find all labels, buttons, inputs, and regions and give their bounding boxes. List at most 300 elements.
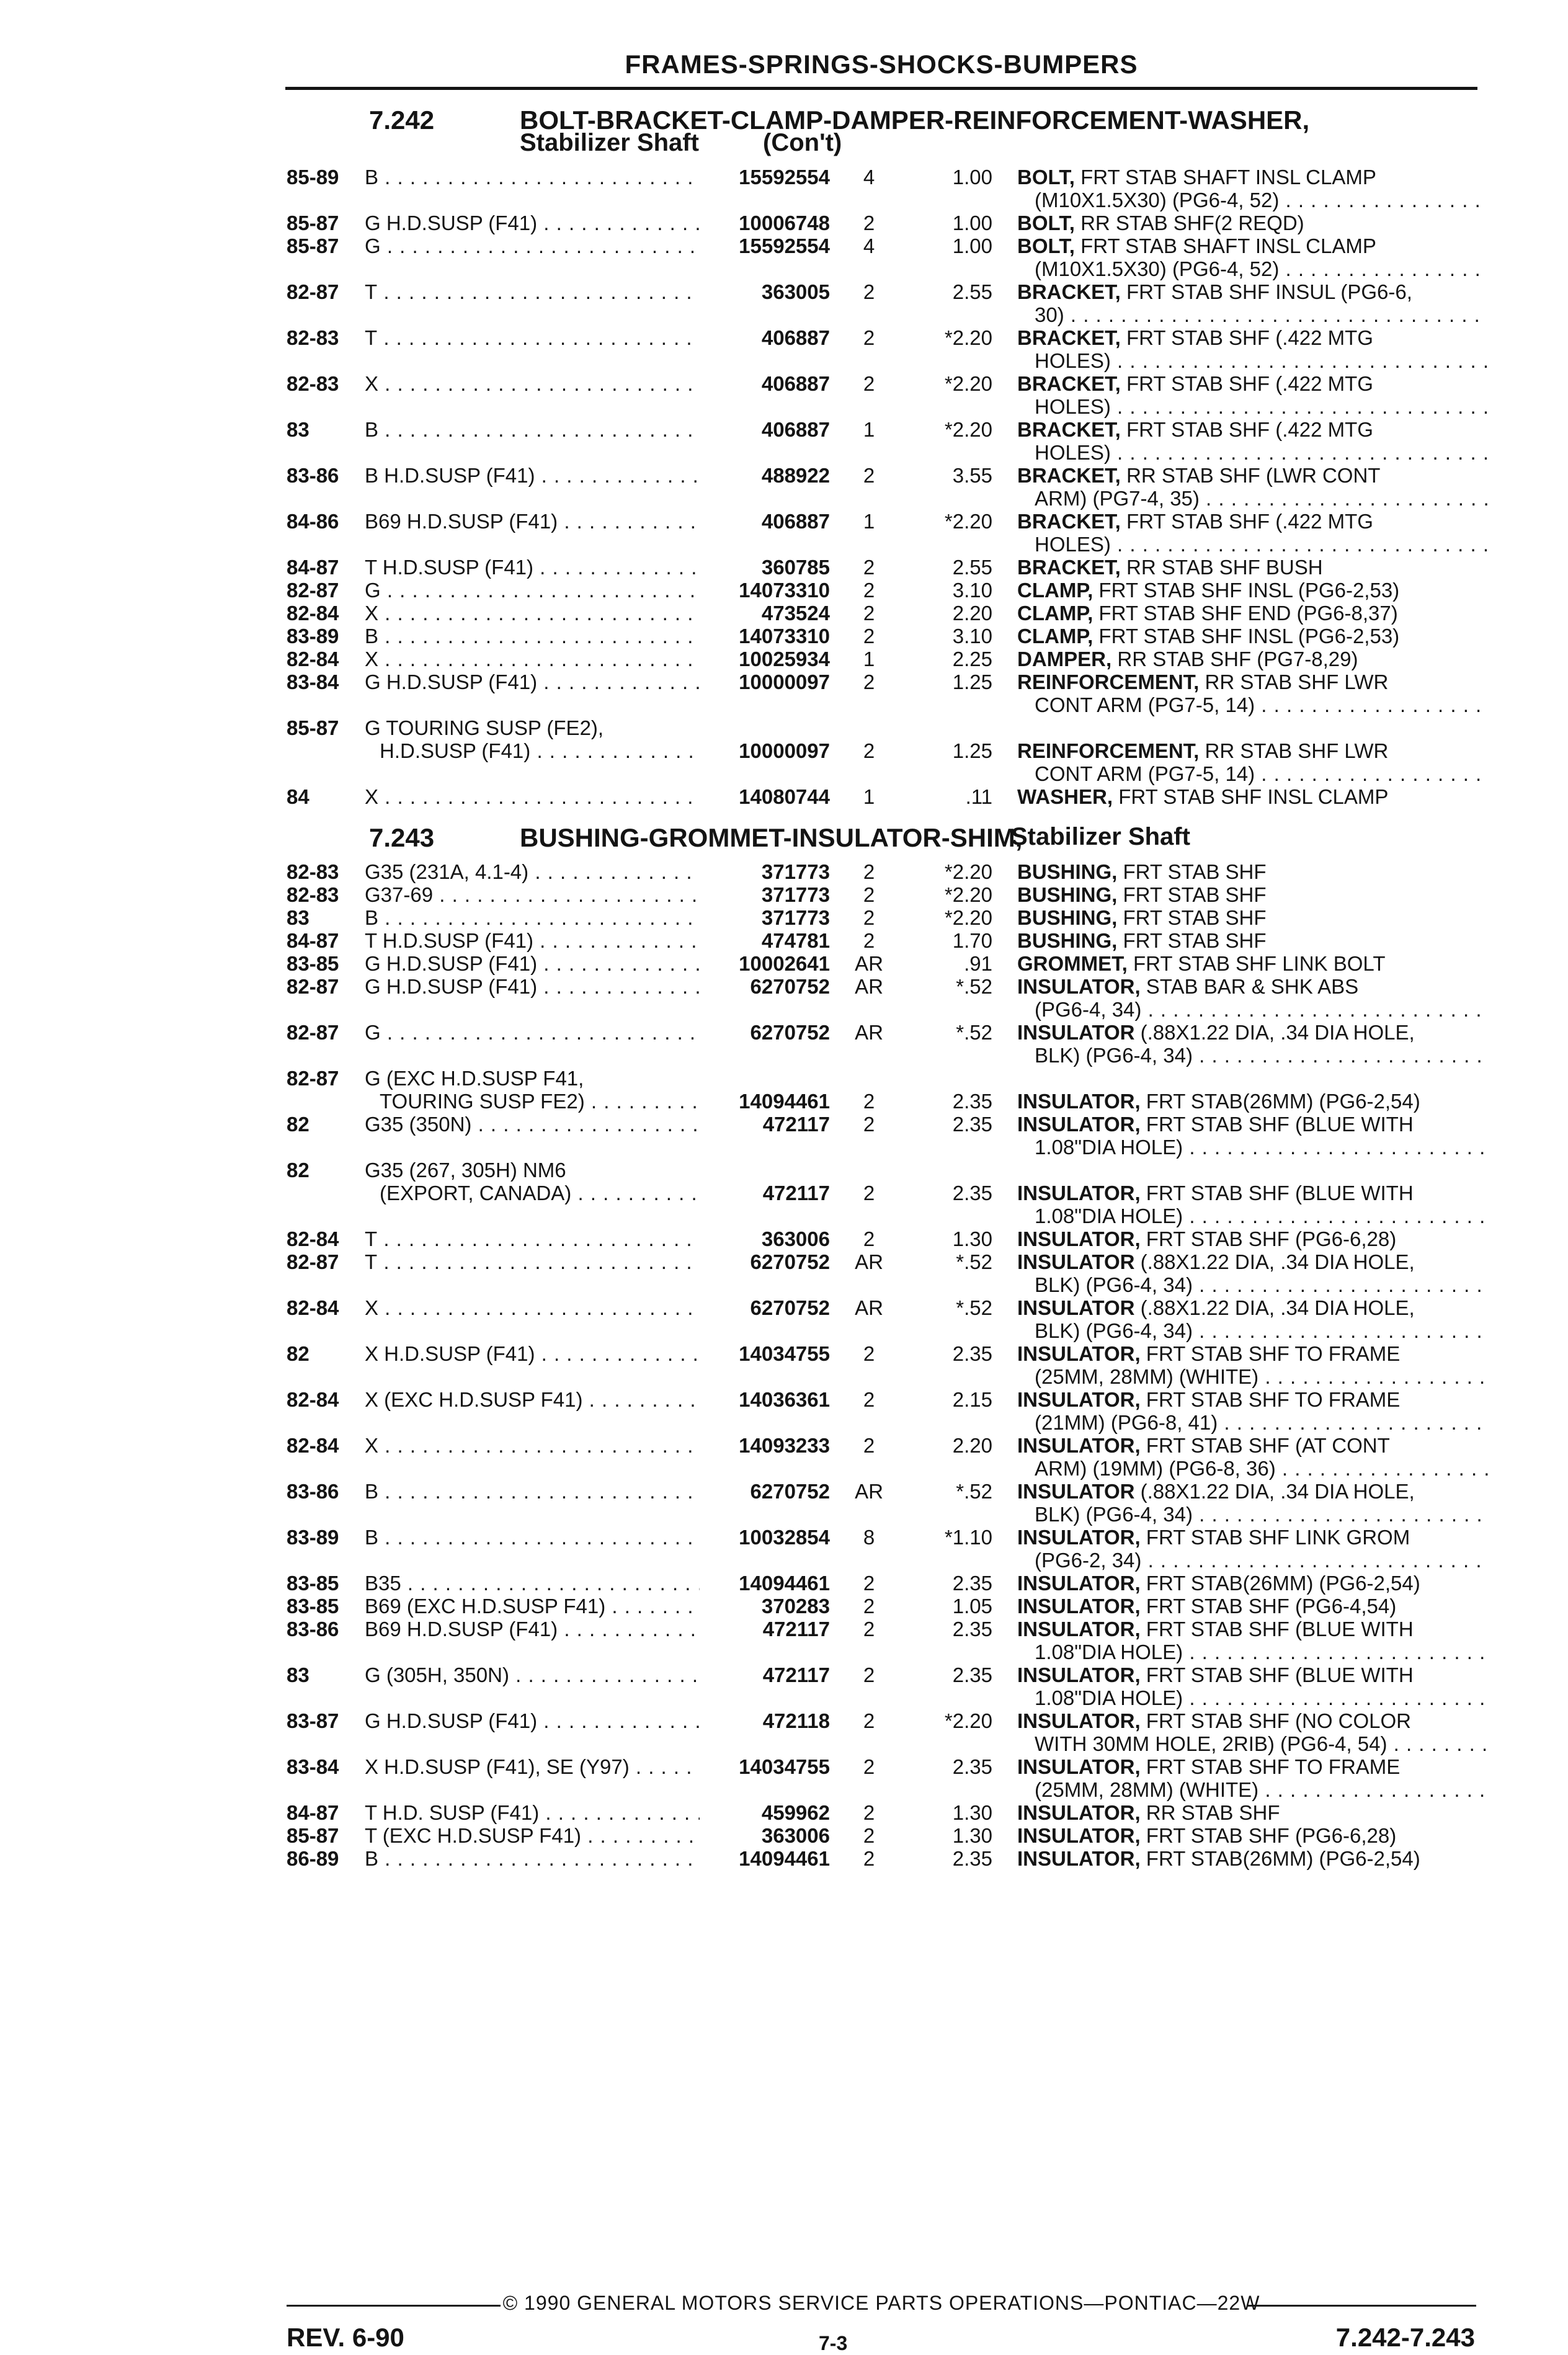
part-number: 472117 <box>762 1618 830 1640</box>
part-description <box>1017 1342 1489 1388</box>
model-line: G35 (231A, 4.1-4) . . . <box>365 860 700 883</box>
part-number: 474781 <box>761 929 830 952</box>
part-row <box>0 1388 1568 1434</box>
model-year: 83-86 <box>287 1618 339 1640</box>
model-code <box>365 1824 700 1847</box>
model-code <box>365 1159 700 1204</box>
part-number: 6270752 <box>750 1021 830 1044</box>
description-line: HOLES) . . . <box>1017 441 1489 464</box>
model-line: G H.D.SUSP (F41) . . . <box>365 975 700 998</box>
description-keyword: INSULATOR, <box>1017 1824 1141 1847</box>
part-number: 371773 <box>761 860 830 883</box>
description-keyword: INSULATOR <box>1017 1250 1135 1273</box>
description-text: FRT STAB SHF <box>1123 883 1267 906</box>
model-code <box>365 648 700 670</box>
description-line <box>1017 1801 1489 1824</box>
model-code <box>365 625 700 648</box>
part-number: 459962 <box>761 1801 830 1824</box>
part-description <box>1017 625 1489 648</box>
part-number: 6270752 <box>750 1250 830 1273</box>
description-text: FRT STAB SHF (.422 MTG <box>1126 372 1373 395</box>
part-number: 15592554 <box>739 166 830 189</box>
description-line: (25MM, 28MM) (WHITE) . . . <box>1017 1778 1489 1801</box>
part-description <box>1017 1709 1489 1755</box>
model-year: 82-84 <box>287 1227 339 1250</box>
description-line <box>1017 952 1489 975</box>
part-number: 10000097 <box>739 670 830 693</box>
quantity: 2 <box>863 1709 875 1732</box>
part-number: 15592554 <box>739 234 830 257</box>
model-code <box>365 860 700 883</box>
description-text: RR STAB SHF <box>1146 1801 1280 1824</box>
model-line: G H.D.SUSP (F41) . . . <box>365 670 700 693</box>
description-keyword: DAMPER, <box>1017 648 1112 670</box>
model-year: 84 <box>287 785 310 808</box>
section-note: (Con't) <box>763 129 842 156</box>
part-description <box>1017 556 1489 579</box>
section-subtitle: Stabilizer Shaft <box>520 129 699 156</box>
model-year: 82-87 <box>287 579 339 602</box>
description-line <box>1017 1296 1489 1319</box>
price: 2.20 <box>952 602 992 625</box>
quantity: 2 <box>863 579 875 602</box>
quantity: 2 <box>863 1434 875 1457</box>
model-line: T (EXC H.D.SUSP F41) . . . <box>365 1824 700 1847</box>
description-line <box>1017 1434 1489 1457</box>
description-line <box>1017 1572 1489 1595</box>
part-number: 363006 <box>761 1824 830 1847</box>
description-line: (M10X1.5X30) (PG6-4, 52) . . . <box>1017 257 1489 280</box>
quantity: 2 <box>863 739 875 762</box>
model-code <box>365 464 700 487</box>
part-number: 14034755 <box>739 1342 830 1365</box>
part-row <box>0 1250 1568 1296</box>
part-description <box>1017 1296 1489 1342</box>
price: 2.55 <box>952 280 992 303</box>
description-keyword: INSULATOR, <box>1017 1090 1141 1113</box>
part-number: 371773 <box>761 906 830 929</box>
model-line: X . . . <box>365 648 700 670</box>
quantity: 2 <box>863 602 875 625</box>
price: 1.05 <box>952 1595 992 1618</box>
part-description <box>1017 1182 1489 1227</box>
model-code <box>365 418 700 441</box>
model-code <box>365 1755 700 1778</box>
part-description <box>1017 1021 1489 1067</box>
description-line <box>1017 1113 1489 1136</box>
description-line <box>1017 1021 1489 1044</box>
part-row <box>0 716 1568 785</box>
part-row <box>0 1824 1568 1847</box>
quantity: 1 <box>863 510 875 533</box>
part-description <box>1017 464 1489 510</box>
description-line <box>1017 1526 1489 1549</box>
part-row <box>0 464 1568 510</box>
description-keyword: BUSHING, <box>1017 860 1118 883</box>
quantity: 2 <box>863 906 875 929</box>
description-line <box>1017 1824 1489 1847</box>
price: *2.20 <box>944 418 992 441</box>
model-code <box>365 952 700 975</box>
part-row <box>0 1480 1568 1526</box>
model-code <box>365 234 700 257</box>
part-row <box>0 1067 1568 1113</box>
model-year: 82 <box>287 1342 310 1365</box>
description-text: STAB BAR & SHK ABS <box>1146 975 1359 998</box>
quantity: AR <box>855 952 883 975</box>
part-description <box>1017 1755 1489 1801</box>
model-year: 82-87 <box>287 280 339 303</box>
description-line <box>1017 234 1489 257</box>
part-number: 14094461 <box>739 1090 830 1113</box>
description-line <box>1017 670 1489 693</box>
model-line: X . . . <box>365 602 700 625</box>
description-line: ARM) (19MM) (PG6-8, 36) . . . <box>1017 1457 1489 1480</box>
part-description <box>1017 785 1489 808</box>
part-description <box>1017 234 1489 280</box>
quantity: 2 <box>863 1090 875 1113</box>
part-number: 406887 <box>761 326 830 349</box>
quantity: 2 <box>863 883 875 906</box>
model-year: 82-87 <box>287 1250 339 1273</box>
quantity: 2 <box>863 280 875 303</box>
description-text: FRT STAB SHF <box>1123 860 1267 883</box>
model-line: G (EXC H.D.SUSP F41, <box>365 1067 584 1090</box>
part-description <box>1017 883 1489 906</box>
part-description <box>1017 906 1489 929</box>
part-row <box>0 1434 1568 1480</box>
description-line <box>1017 860 1489 883</box>
model-line: H.D.SUSP (F41) . . . <box>365 739 700 762</box>
part-number: 406887 <box>761 372 830 395</box>
description-keyword: INSULATOR, <box>1017 1801 1141 1824</box>
model-code <box>365 1296 700 1319</box>
price: *2.20 <box>944 326 992 349</box>
part-row <box>0 1342 1568 1388</box>
part-row <box>0 1113 1568 1159</box>
description-line <box>1017 1709 1489 1732</box>
model-line: B . . . <box>365 1480 700 1503</box>
model-line: B69 H.D.SUSP (F41) . . . <box>365 510 700 533</box>
description-text: FRT STAB SHF (PG6-6,28) <box>1146 1227 1397 1250</box>
description-text: RR STAB SHF (LWR CONT <box>1126 464 1381 487</box>
price: 2.35 <box>952 1618 992 1640</box>
model-line: T . . . <box>365 280 700 303</box>
description-line <box>1017 1480 1489 1503</box>
quantity: 2 <box>863 1572 875 1595</box>
quantity: AR <box>855 1480 883 1503</box>
model-line: G H.D.SUSP (F41) . . . <box>365 952 700 975</box>
description-text: FRT STAB SHF TO FRAME <box>1146 1755 1401 1778</box>
model-line: B . . . <box>365 418 700 441</box>
section-subtitle: Stabilizer Shaft <box>1011 823 1190 850</box>
description-text: FRT STAB SHF (BLUE WITH <box>1146 1663 1414 1686</box>
description-line <box>1017 906 1489 929</box>
part-description <box>1017 166 1489 211</box>
model-code <box>365 785 700 808</box>
description-keyword: INSULATOR, <box>1017 1709 1141 1732</box>
price: 3.10 <box>952 579 992 602</box>
description-line: CONT ARM (PG7-5, 14) . . . <box>1017 693 1489 716</box>
price: *.52 <box>956 1296 992 1319</box>
part-number: 10002641 <box>739 952 830 975</box>
description-keyword: BRACKET, <box>1017 326 1121 349</box>
model-year: 82-83 <box>287 326 339 349</box>
description-text: FRT STAB SHF (BLUE WITH <box>1146 1182 1414 1204</box>
part-number: 370283 <box>761 1595 830 1618</box>
description-text: RR STAB SHF LWR <box>1205 739 1389 762</box>
model-line: G . . . <box>365 1021 700 1044</box>
model-line: T H.D. SUSP (F41) . . . <box>365 1801 700 1824</box>
part-description <box>1017 670 1489 716</box>
description-keyword: GROMMET, <box>1017 952 1128 975</box>
part-row <box>0 670 1568 716</box>
model-code <box>365 211 700 234</box>
part-number: 406887 <box>761 418 830 441</box>
description-keyword: CLAMP, <box>1017 579 1094 602</box>
section-range: 7.242-7.243 <box>1335 2323 1475 2352</box>
model-year: 84-87 <box>287 1801 339 1824</box>
part-number: 14094461 <box>739 1572 830 1595</box>
quantity: AR <box>855 975 883 998</box>
price: 1.30 <box>952 1824 992 1847</box>
part-row <box>0 860 1568 883</box>
model-year: 85-87 <box>287 234 339 257</box>
description-text: FRT STAB SHF INSL (PG6-2,53) <box>1098 579 1400 602</box>
description-keyword: REINFORCEMENT, <box>1017 739 1200 762</box>
description-line <box>1017 1342 1489 1365</box>
part-number: 472118 <box>762 1709 830 1732</box>
part-row <box>0 602 1568 625</box>
model-code <box>365 906 700 929</box>
model-line: X . . . <box>365 1434 700 1457</box>
part-description <box>1017 1526 1489 1572</box>
price: *2.20 <box>944 906 992 929</box>
description-keyword: BRACKET, <box>1017 280 1121 303</box>
part-row <box>0 1572 1568 1595</box>
description-keyword: BRACKET, <box>1017 372 1121 395</box>
part-description <box>1017 211 1489 234</box>
description-keyword: INSULATOR, <box>1017 1755 1141 1778</box>
model-line: TOURING SUSP FE2) . . . <box>365 1090 700 1113</box>
quantity: 1 <box>863 418 875 441</box>
part-row <box>0 975 1568 1021</box>
revision-label: REV. 6-90 <box>287 2323 404 2352</box>
description-text: FRT STAB SHF (NO COLOR <box>1146 1709 1412 1732</box>
model-line: G H.D.SUSP (F41) . . . <box>365 211 700 234</box>
model-line: T . . . <box>365 1227 700 1250</box>
price: 2.35 <box>952 1113 992 1136</box>
price: *.52 <box>956 1480 992 1503</box>
description-text: (.88X1.22 DIA, .34 DIA HOLE, <box>1140 1021 1415 1044</box>
part-number: 472117 <box>762 1663 830 1686</box>
quantity: 4 <box>863 166 875 189</box>
part-number: 472117 <box>762 1113 830 1136</box>
model-year: 86-89 <box>287 1847 339 1870</box>
part-number: 6270752 <box>750 1296 830 1319</box>
description-keyword: BOLT, <box>1017 211 1075 234</box>
part-number: 360785 <box>761 556 830 579</box>
model-year: 83-85 <box>287 1572 339 1595</box>
description-line <box>1017 166 1489 189</box>
description-keyword: BRACKET, <box>1017 418 1121 441</box>
description-line: 1.08"DIA HOLE) . . . <box>1017 1640 1489 1663</box>
model-line: T H.D.SUSP (F41) . . . <box>365 929 700 952</box>
model-code <box>365 1250 700 1273</box>
description-text: (.88X1.22 DIA, .34 DIA HOLE, <box>1140 1250 1415 1273</box>
model-code <box>365 556 700 579</box>
model-year: 83-84 <box>287 670 339 693</box>
quantity: 4 <box>863 234 875 257</box>
model-year: 85-87 <box>287 211 339 234</box>
description-text: RR STAB SHF (PG7-8,29) <box>1117 648 1358 670</box>
description-line: HOLES) . . . <box>1017 533 1489 556</box>
part-row <box>0 648 1568 670</box>
quantity: 1 <box>863 648 875 670</box>
quantity: 2 <box>863 1388 875 1411</box>
description-line <box>1017 464 1489 487</box>
description-text: RR STAB SHF LWR <box>1205 670 1389 693</box>
quantity: 2 <box>863 1663 875 1686</box>
model-line: B . . . <box>365 1847 700 1870</box>
part-number: 371773 <box>761 883 830 906</box>
page-header: FRAMES-SPRINGS-SHOCKS-BUMPERS <box>625 50 1138 79</box>
description-text: FRT STAB SHF INSL CLAMP <box>1118 785 1389 808</box>
model-code <box>365 1663 700 1686</box>
model-code <box>365 1709 700 1732</box>
part-row <box>0 1801 1568 1824</box>
part-row <box>0 1663 1568 1709</box>
description-line: 1.08"DIA HOLE) . . . <box>1017 1136 1489 1159</box>
part-description <box>1017 860 1489 883</box>
price: 2.35 <box>952 1182 992 1204</box>
description-line: BLK) (PG6-4, 34) . . . <box>1017 1503 1489 1526</box>
price: 3.10 <box>952 625 992 648</box>
description-keyword: INSULATOR, <box>1017 1526 1141 1549</box>
description-line: HOLES) . . . <box>1017 395 1489 418</box>
quantity: 2 <box>863 1227 875 1250</box>
part-description <box>1017 739 1489 785</box>
part-row <box>0 326 1568 372</box>
part-row <box>0 510 1568 556</box>
model-year: 83-89 <box>287 1526 339 1549</box>
model-code <box>365 602 700 625</box>
description-line <box>1017 1618 1489 1640</box>
model-year: 82-87 <box>287 975 339 998</box>
price: .11 <box>965 785 992 808</box>
model-year: 82-84 <box>287 602 339 625</box>
part-description <box>1017 280 1489 326</box>
part-number: 6270752 <box>750 1480 830 1503</box>
part-description <box>1017 1250 1489 1296</box>
description-keyword: CLAMP, <box>1017 602 1094 625</box>
quantity: 2 <box>863 211 875 234</box>
model-year: 84-86 <box>287 510 339 533</box>
description-text: FRT STAB SHF (AT CONT <box>1146 1434 1390 1457</box>
price: 2.35 <box>952 1847 992 1870</box>
description-line <box>1017 1182 1489 1204</box>
description-line <box>1017 510 1489 533</box>
model-line: B . . . <box>365 1526 700 1549</box>
description-text: FRT STAB SHF (PG6-4,54) <box>1146 1595 1397 1618</box>
price: 2.25 <box>952 648 992 670</box>
part-description <box>1017 1847 1489 1870</box>
price: *2.20 <box>944 860 992 883</box>
header-rule <box>285 87 1477 90</box>
description-text: FRT STAB SHF (BLUE WITH <box>1146 1113 1414 1136</box>
model-code <box>365 1434 700 1457</box>
model-line: B . . . <box>365 166 700 189</box>
part-description <box>1017 1572 1489 1595</box>
description-line <box>1017 1250 1489 1273</box>
price: 2.35 <box>952 1663 992 1686</box>
price: 1.25 <box>952 739 992 762</box>
description-text: FRT STAB SHF INSL (PG6-2,53) <box>1098 625 1400 648</box>
model-code <box>365 1021 700 1044</box>
description-text: (.88X1.22 DIA, .34 DIA HOLE, <box>1140 1296 1415 1319</box>
description-line: (21MM) (PG6-8, 41) . . . <box>1017 1411 1489 1434</box>
part-description <box>1017 1480 1489 1526</box>
part-row <box>0 1847 1568 1870</box>
model-code <box>365 883 700 906</box>
model-line: G35 (350N) . . . <box>365 1113 700 1136</box>
price: 1.00 <box>952 211 992 234</box>
model-code <box>365 1618 700 1640</box>
model-year: 83-86 <box>287 464 339 487</box>
part-row <box>0 234 1568 280</box>
description-line: (25MM, 28MM) (WHITE) . . . <box>1017 1365 1489 1388</box>
price: 2.35 <box>952 1090 992 1113</box>
description-line <box>1017 211 1489 234</box>
part-row <box>0 1709 1568 1755</box>
description-line: (M10X1.5X30) (PG6-4, 52) . . . <box>1017 189 1489 211</box>
part-number: 14094461 <box>739 1847 830 1870</box>
description-keyword: INSULATOR, <box>1017 1618 1141 1640</box>
part-row <box>0 785 1568 808</box>
part-description <box>1017 929 1489 952</box>
description-keyword: INSULATOR, <box>1017 1572 1141 1595</box>
model-year: 83-89 <box>287 625 339 648</box>
model-code <box>365 579 700 602</box>
price: *2.20 <box>944 1709 992 1732</box>
model-line: T . . . <box>365 326 700 349</box>
part-description <box>1017 1227 1489 1250</box>
model-year: 83-84 <box>287 1755 339 1778</box>
description-line <box>1017 1227 1489 1250</box>
part-description <box>1017 510 1489 556</box>
quantity: 8 <box>863 1526 875 1549</box>
model-line: B69 H.D.SUSP (F41) . . . <box>365 1618 700 1640</box>
price: 1.25 <box>952 670 992 693</box>
section-number: 7.242 <box>369 105 435 135</box>
model-year: 83-85 <box>287 952 339 975</box>
part-number: 14073310 <box>739 579 830 602</box>
part-description <box>1017 1090 1489 1113</box>
description-text: (.88X1.22 DIA, .34 DIA HOLE, <box>1140 1480 1415 1503</box>
description-keyword: INSULATOR, <box>1017 975 1141 998</box>
part-number: 10006748 <box>739 211 830 234</box>
part-number: 14093233 <box>739 1434 830 1457</box>
description-line <box>1017 785 1489 808</box>
quantity: 2 <box>863 464 875 487</box>
model-code <box>365 975 700 998</box>
description-line: 30) . . . <box>1017 303 1489 326</box>
description-text: FRT STAB SHF LINK BOLT <box>1133 952 1386 975</box>
part-row <box>0 952 1568 975</box>
model-year: 82 <box>287 1159 310 1182</box>
description-text: FRT STAB SHF INSUL (PG6-6, <box>1126 280 1412 303</box>
quantity: 2 <box>863 556 875 579</box>
